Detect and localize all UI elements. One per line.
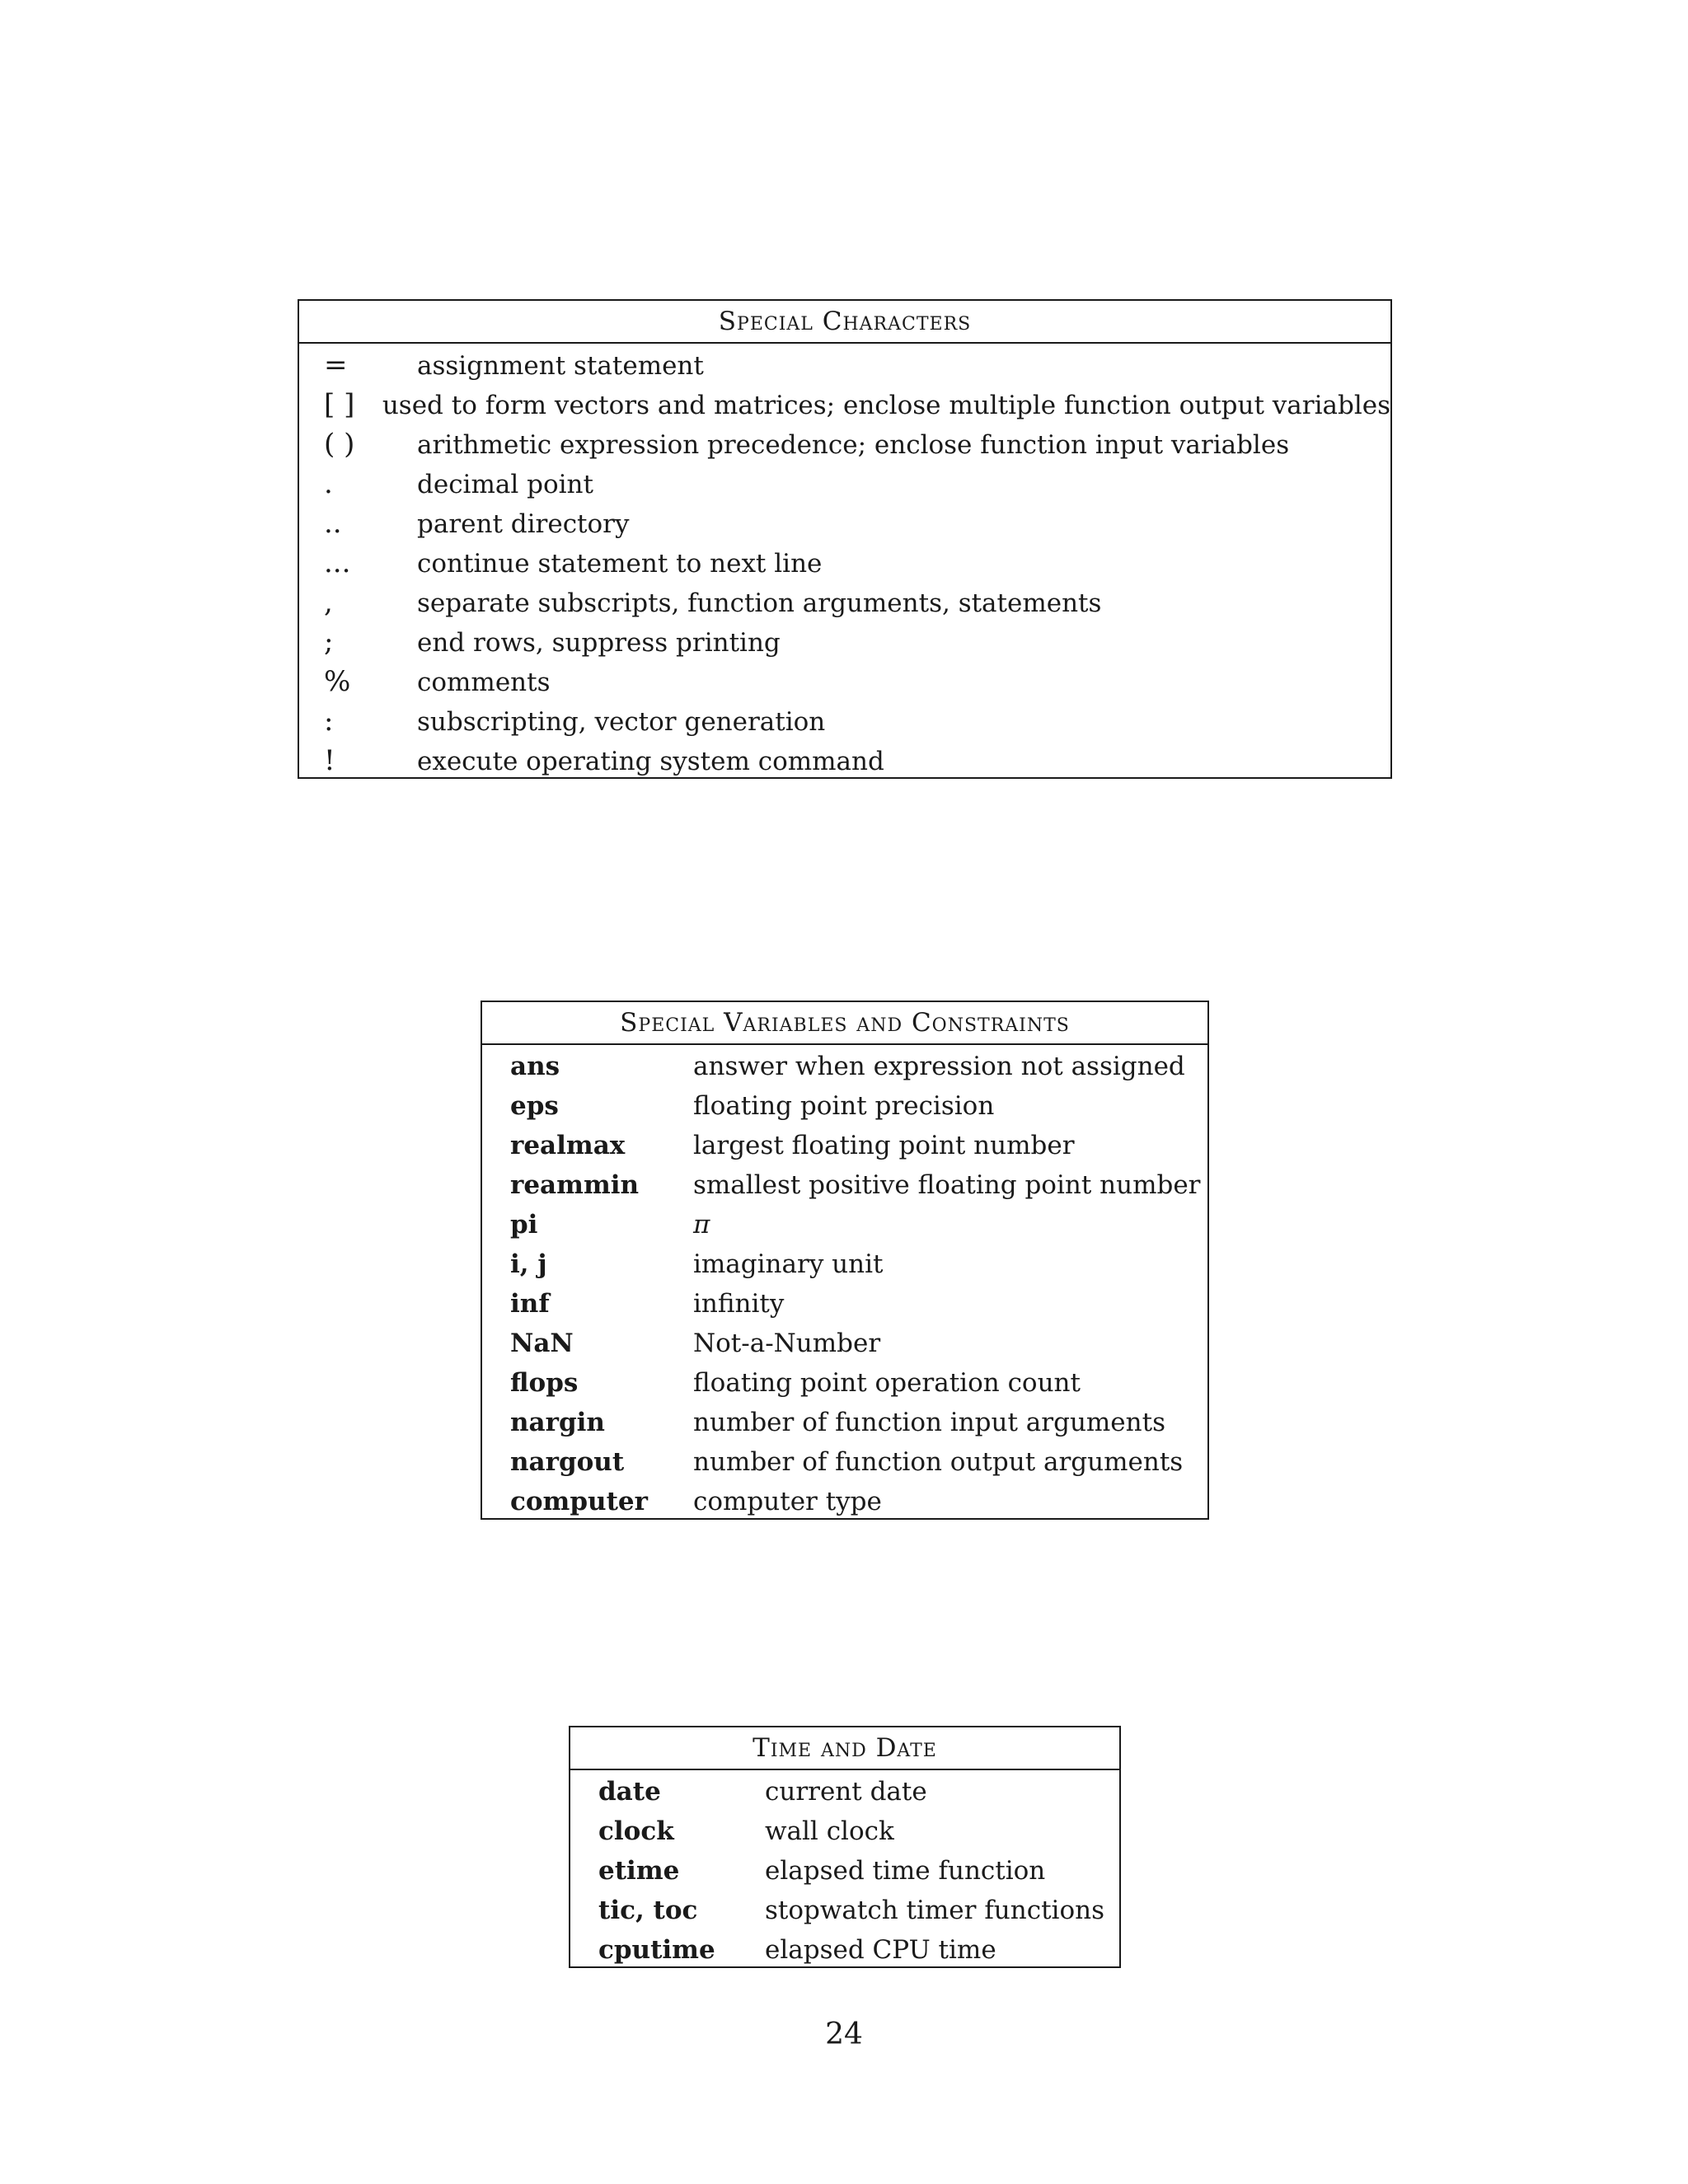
special-characters-title: Special Characters — [299, 301, 1390, 344]
table-row — [482, 1086, 1207, 1126]
row-description: end rows, suppress printing — [417, 628, 781, 658]
row-term: .. — [324, 507, 342, 540]
row-term: ( ) — [324, 428, 355, 461]
row-term: tic, toc — [598, 1896, 698, 1925]
row-description: current date — [765, 1777, 927, 1807]
table-row — [482, 1205, 1207, 1244]
special-variables-title: Special Variables and Constraints — [482, 1002, 1207, 1045]
time-and-date-rows — [570, 1770, 1119, 1970]
table-row — [482, 1324, 1207, 1363]
row-term: cputime — [598, 1935, 715, 1965]
row-term: : — [324, 705, 334, 738]
row-term: reammin — [510, 1170, 640, 1200]
row-term: i, j — [510, 1249, 547, 1279]
row-description: assignment statement — [417, 351, 704, 381]
row-description: floating point operation count — [693, 1368, 1081, 1398]
special-characters-table — [298, 299, 1392, 779]
table-row — [299, 464, 1390, 504]
row-description: elapsed CPU time — [765, 1935, 996, 1965]
table-row — [570, 1772, 1119, 1811]
row-description: Not-a-Number — [693, 1329, 881, 1358]
table-row — [570, 1811, 1119, 1851]
time-and-date-title: Time and Date — [570, 1727, 1119, 1770]
row-term: flops — [510, 1368, 579, 1398]
row-term: [ ] — [324, 388, 355, 421]
row-description: smallest positive floating point number — [693, 1170, 1201, 1200]
row-description: arithmetic expression precedence; enclose function input variables — [417, 430, 1290, 460]
table-row — [482, 1244, 1207, 1284]
table-row — [482, 1442, 1207, 1482]
row-description: stopwatch timer functions — [765, 1896, 1104, 1925]
row-description: imaginary unit — [693, 1249, 884, 1279]
row-term: ans — [510, 1052, 560, 1081]
table-row — [299, 385, 1390, 424]
row-term: % — [324, 665, 351, 698]
row-term: , — [324, 586, 333, 619]
row-description: used to form vectors and matrices; enclose multiple function output variables — [382, 391, 1390, 420]
row-term: eps — [510, 1091, 559, 1121]
row-description: parent directory — [417, 509, 630, 539]
row-term: nargout — [510, 1447, 625, 1477]
table-row — [482, 1403, 1207, 1442]
table-row — [299, 701, 1390, 741]
table-row — [482, 1047, 1207, 1086]
table-row — [299, 543, 1390, 583]
table-row — [570, 1891, 1119, 1930]
row-description: floating point precision — [693, 1091, 995, 1121]
time-and-date-table — [569, 1726, 1121, 1968]
table-row — [299, 583, 1390, 622]
row-description: infinity — [693, 1289, 785, 1319]
table-row — [299, 345, 1390, 385]
row-description: separate subscripts, function arguments, statements — [417, 588, 1102, 618]
table-row — [299, 622, 1390, 662]
page-number: 24 — [825, 2018, 863, 2051]
row-term: clock — [598, 1816, 674, 1846]
row-term: NaN — [510, 1329, 574, 1358]
row-term: . — [324, 467, 333, 500]
row-description: number of function input arguments — [693, 1408, 1165, 1437]
row-description: comments — [417, 668, 551, 697]
row-description: π — [693, 1210, 710, 1240]
table-row — [482, 1284, 1207, 1324]
row-description: largest floating point number — [693, 1131, 1075, 1160]
table-row — [570, 1930, 1119, 1970]
row-description: answer when expression not assigned — [693, 1052, 1185, 1081]
table-row — [482, 1482, 1207, 1521]
special-characters-rows — [299, 344, 1390, 780]
row-term: nargin — [510, 1408, 605, 1437]
row-term: etime — [598, 1856, 680, 1886]
table-row — [482, 1363, 1207, 1403]
row-description: wall clock — [765, 1816, 894, 1846]
row-description: decimal point — [417, 470, 593, 499]
row-term: inf — [510, 1289, 550, 1319]
special-variables-rows — [482, 1045, 1207, 1521]
row-description: elapsed time function — [765, 1856, 1046, 1886]
table-row — [482, 1165, 1207, 1205]
row-term: ... — [324, 546, 351, 579]
row-term: ; — [324, 626, 334, 658]
row-description: subscripting, vector generation — [417, 707, 826, 737]
special-variables-table — [481, 1001, 1209, 1520]
table-row — [299, 504, 1390, 543]
table-row — [299, 662, 1390, 701]
row-term: pi — [510, 1210, 538, 1240]
row-description: computer type — [693, 1487, 882, 1516]
row-description: continue statement to next line — [417, 549, 823, 579]
row-term: computer — [510, 1487, 648, 1516]
row-description: execute operating system command — [417, 747, 884, 776]
row-term: ! — [324, 744, 335, 777]
row-term: = — [324, 349, 348, 382]
table-row — [299, 741, 1390, 780]
row-term: date — [598, 1777, 661, 1807]
row-description: number of function output arguments — [693, 1447, 1184, 1477]
row-term: realmax — [510, 1131, 626, 1160]
table-row — [299, 424, 1390, 464]
table-row — [570, 1851, 1119, 1891]
table-row — [482, 1126, 1207, 1165]
